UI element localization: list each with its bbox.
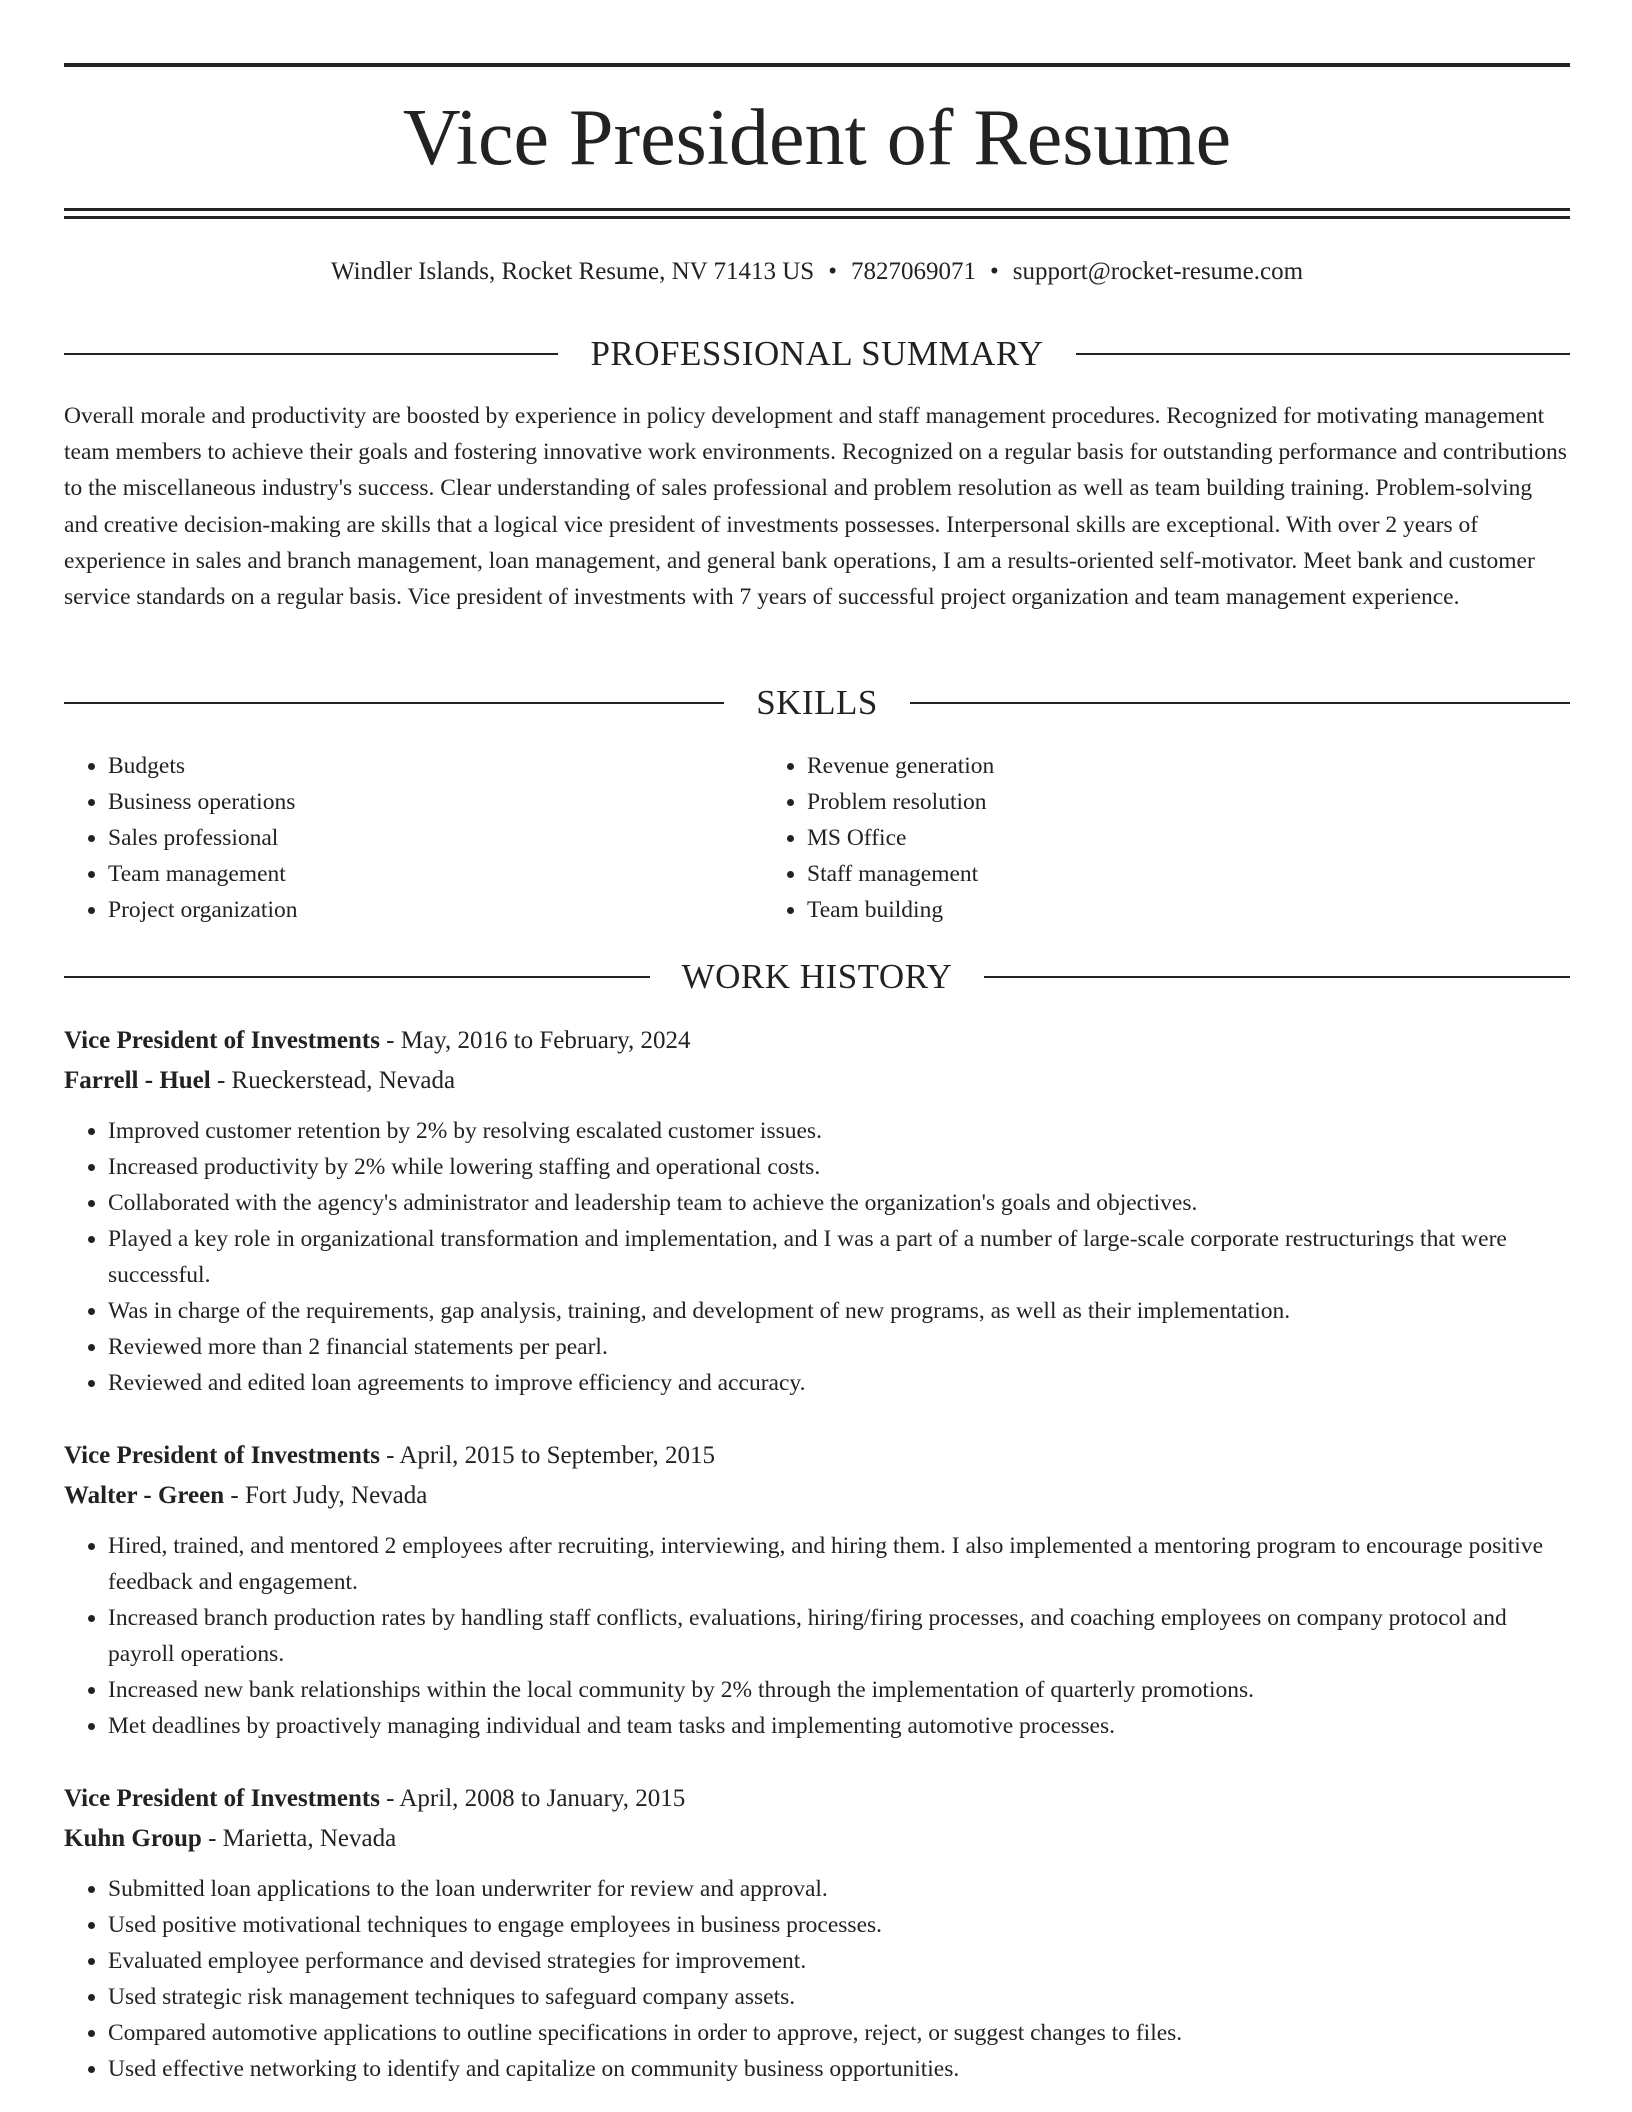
summary-heading [64,332,1570,376]
job-company-line [64,1819,1570,1859]
job-bullet: • Reviewed and edited loan agreements to improve efficiency and accuracy. [108,1365,1570,1401]
job-dates: - April, 2015 to September, 2015 [379,1442,715,1469]
job-bullet: • Submitted loan applications to the loan underwriter for review and approval. [108,1871,1570,1907]
title-rule-lower [64,216,1570,219]
resume-title: Vice President of Resume [402,94,1232,182]
job-bullet: • Played a key role in organizational transformation and implementation, and I was a part of a number of large-scale corporate restructurings that were successful. [108,1221,1570,1293]
job-bullet: • Increased branch production rates by handling staff conflicts, evaluations, hiring/firing processes, and coaching employees on company protocol and payroll operations. [108,1600,1570,1672]
heading-rule-right [910,702,1570,704]
job-bullet: • Hired, trained, and mentored 2 employees after recruiting, interviewing, and hiring them. I also implemented a mentoring program to encourage positive feedback and engagement. [108,1528,1570,1600]
heading-rule-right [984,976,1570,978]
job-company: Kuhn Group [64,1825,202,1852]
skill-item: • Staff management [807,856,1462,892]
work-history-heading [64,955,1570,999]
skill-item: • Team building [807,892,1462,928]
job-bullet: • Used positive motivational techniques to engage employees in business processes. [108,1907,1570,1943]
job-company-line [64,1061,1570,1101]
job-bullet: • Used strategic risk management techniques to safeguard company assets. [108,1979,1570,2015]
contact-phone: 7827069071 [850,258,976,285]
contact-address: Windler Islands, Rocket Resume, NV 71413 US [330,258,815,285]
contact-separator: • [989,258,999,285]
job-entry [64,1021,1570,1401]
heading-rule-left [64,353,558,355]
job-dates: - May, 2016 to February, 2024 [379,1027,691,1054]
summary-heading-label: PROFESSIONAL SUMMARY [590,334,1044,373]
skill-item: • Sales professional [108,820,763,856]
contact-separator: • [828,258,837,285]
top-rule [64,63,1570,67]
skill-item: • Business operations [108,784,763,820]
skill-item: • Revenue generation [807,748,1462,784]
job-bullet: • Reviewed more than 2 financial statements per pearl. [108,1329,1570,1365]
heading-rule-left [64,702,724,704]
job-title-line [64,1779,1570,1819]
skill-item: • MS Office [807,820,1462,856]
job-entry [64,1436,1570,1744]
job-bullets [64,1528,1570,1744]
contact-line [64,254,1570,290]
heading-rule-right [1076,353,1570,355]
heading-rule-left [64,976,650,978]
job-bullets [64,1113,1570,1401]
job-bullet: • Improved customer retention by 2% by resolving escalated customer issues. [108,1113,1570,1149]
job-title: Vice President of Investments [64,1027,380,1054]
skill-item: • Problem resolution [807,784,1462,820]
job-company-line [64,1476,1570,1516]
job-title: Vice President of Investments [64,1785,380,1812]
job-bullet: • Collaborated with the agency's administrator and leadership team to achieve the organization's goals and objectives. [108,1185,1570,1221]
title-rule-upper [64,208,1570,211]
job-bullet: • Increased productivity by 2% while lowering staffing and operational costs. [108,1149,1570,1185]
job-bullet: • Met deadlines by proactively managing individual and team tasks and implementing automotive processes. [108,1708,1570,1744]
skills-heading-label: SKILLS [756,683,878,722]
job-location: - Fort Judy, Nevada [224,1482,428,1509]
job-location: - Rueckerstead, Nevada [210,1067,456,1094]
job-bullets [64,1871,1570,2087]
work-history-heading-label: WORK HISTORY [681,957,953,996]
skill-item: • Project organization [108,892,763,928]
contact-email: support@rocket-resume.com [1012,258,1304,285]
job-title: Vice President of Investments [64,1442,380,1469]
skill-item: • Team management [108,856,763,892]
job-title-line [64,1021,1570,1061]
skills-heading [64,681,1570,725]
summary-text: Overall morale and productivity are boosted by experience in policy development and staff management procedures. Recognized for motivating management team members to achieve their goals and fostering innovative work environments. Recognized on a regular basis for outstanding performance and contributions to the miscellaneous industry's success. Clear understanding of sales professional and problem resolution as well as team building training. Problem-solving and creative decision-making are skills that a logical vice president of investments possesses. Interpersonal skills are exceptional. With over 2 years of experience in sales and branch management, loan management, and general bank operations, I am a results-oriented self-motivator. Meet bank and customer service standards on a regular basis. Vice president of investments with 7 years of successful project organization and team management experience. [64,403,1567,611]
job-location: - Marietta, Nevada [201,1825,397,1852]
job-company: Walter - Green [64,1482,225,1509]
skills-column-left [64,748,763,928]
job-entry [64,1779,1570,2087]
job-bullet: • Was in charge of the requirements, gap analysis, training, and development of new programs, as well as their implementation. [108,1293,1570,1329]
skills-column-right [763,748,1462,928]
job-bullet: • Evaluated employee performance and devised strategies for improvement. [108,1943,1570,1979]
job-title-line [64,1436,1570,1476]
skill-item: • Budgets [108,748,763,784]
job-dates: - April, 2008 to January, 2015 [379,1785,686,1812]
job-company: Farrell - Huel [64,1067,211,1094]
skills-list [64,748,1570,928]
job-bullet: • Increased new bank relationships within the local community by 2% through the implementation of quarterly promotions. [108,1672,1570,1708]
job-bullet: • Used effective networking to identify and capitalize on community business opportunities. [108,2051,1570,2087]
job-bullet: • Compared automotive applications to outline specifications in order to approve, reject, or suggest changes to files. [108,2015,1570,2051]
